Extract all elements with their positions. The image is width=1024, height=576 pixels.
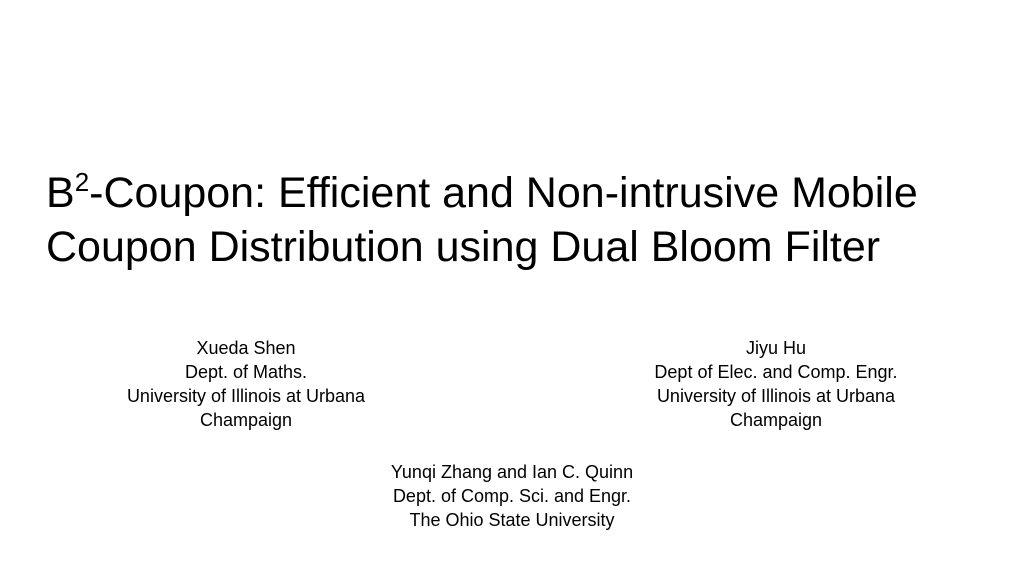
- author-dept: Dept of Elec. and Comp. Engr.: [654, 362, 898, 382]
- author-block-hu: [616, 336, 936, 432]
- title-line-1: [46, 166, 1006, 220]
- author-dept: Dept. of Maths.: [184, 362, 308, 382]
- author-name: Xueda Shen: [196, 338, 296, 358]
- author-affiliation: University of Illinois at Urbana: [656, 386, 896, 406]
- author-block-shen: [86, 336, 406, 432]
- author-affiliation: University of Illinois at Urbana: [126, 386, 366, 406]
- author-block-zhang-quinn: [352, 460, 672, 532]
- author-affiliation-cont: Champaign: [729, 410, 823, 430]
- author-affiliation-cont: Champaign: [199, 410, 293, 430]
- author-name: Yunqi Zhang and Ian C. Quinn: [390, 462, 634, 482]
- slide-title: [46, 166, 1006, 274]
- title-line-2: Coupon Distribution using Dual Bloom Filter: [46, 223, 881, 271]
- author-dept: Dept. of Comp. Sci. and Engr.: [392, 486, 632, 506]
- title-superscript: 2: [74, 167, 90, 197]
- author-affiliation: The Ohio State University: [409, 510, 615, 530]
- title-line-1-rest: -Coupon: Efficient and Non-intrusive Mobile: [89, 169, 918, 217]
- author-name: Jiyu Hu: [745, 338, 807, 358]
- title-prefix: B: [46, 169, 75, 217]
